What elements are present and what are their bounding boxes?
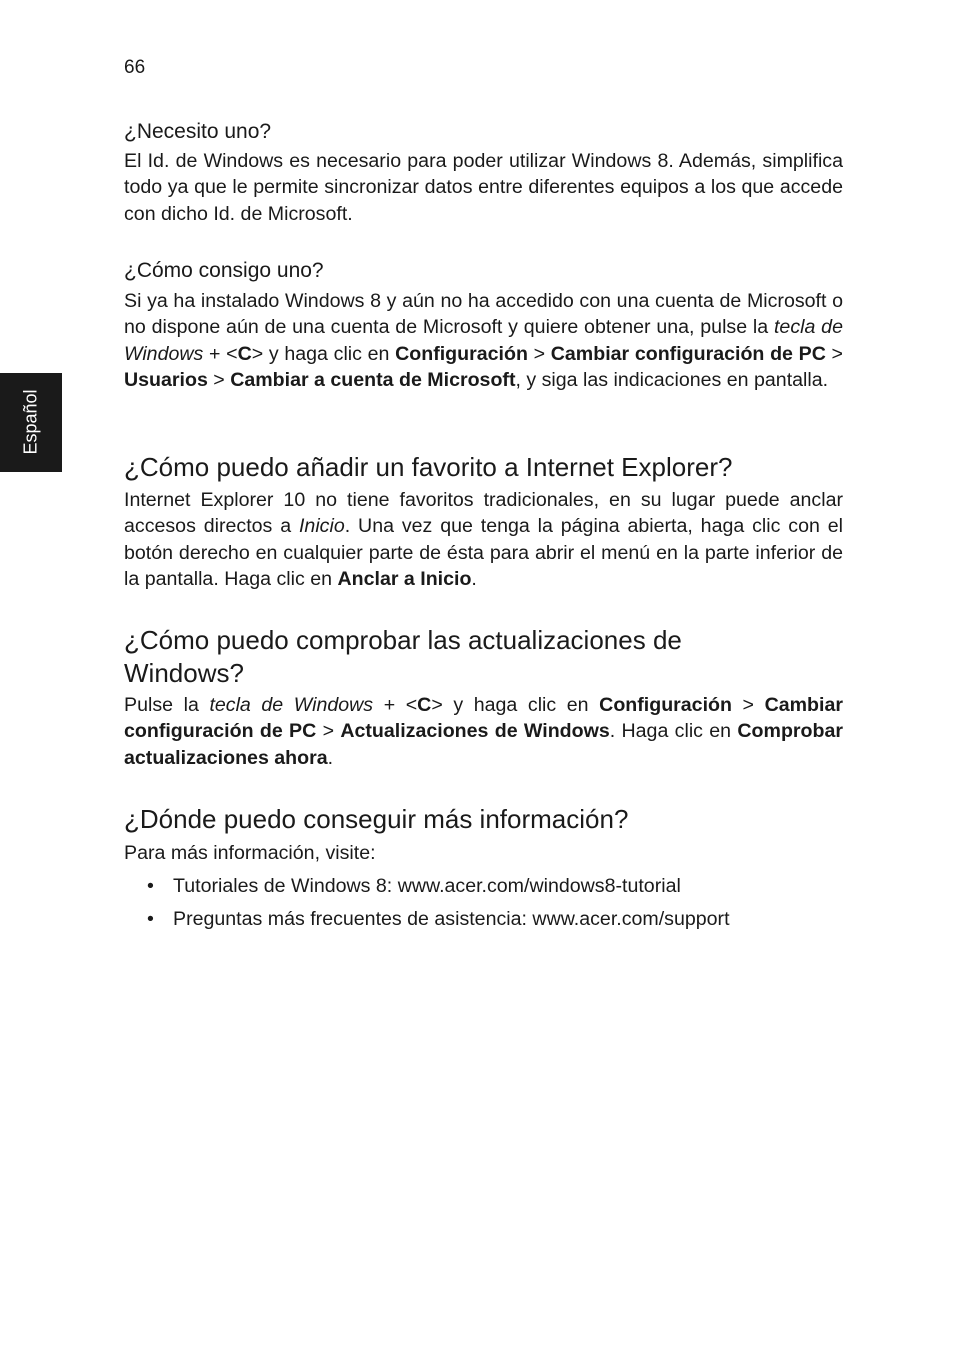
- text-run: > y haga clic en: [431, 694, 600, 716]
- paragraph-comprobar-actualizaciones: [124, 692, 843, 771]
- path-separator: >: [731, 694, 765, 716]
- menu-path-configuracion: Configuración: [599, 694, 732, 716]
- language-side-tab: [0, 373, 62, 472]
- path-separator: >: [527, 342, 551, 365]
- info-links-list: [124, 873, 843, 939]
- text-run: . Una vez que tenga la página abierta, haga clic con el botón derecho en cualquier parte de ésta para abrir el menú en la parte inferior de la pantalla. Haga clic en: [124, 515, 843, 591]
- page-number: 66: [124, 57, 146, 78]
- inicio-term: Inicio: [298, 515, 345, 538]
- paragraph-mas-informacion-intro: Para más información, visite:: [124, 842, 376, 864]
- text-run: Si ya ha instalado Windows 8 y aún no ha accedido con una cuenta de Microsoft o no dispone aún de una cuenta de Microsoft y quiere obtener una, pulse la: [124, 290, 843, 339]
- text-run: , y siga las indicaciones en pantalla.: [515, 369, 829, 392]
- comprobar-actualizaciones-term: Comprobar actualizaciones ahora: [124, 720, 844, 769]
- anclar-a-inicio-term: Anclar a Inicio: [337, 568, 472, 591]
- bullet: •: [147, 908, 154, 930]
- heading-como-consigo-uno: ¿Cómo consigo uno?: [124, 259, 324, 282]
- menu-path-actualizaciones-windows: Actualizaciones de Windows: [340, 720, 610, 743]
- windows-key-term: tecla de Windows: [124, 316, 843, 365]
- list-item-text: Tutoriales de Windows 8: www.acer.com/windows8-tutorial: [173, 875, 681, 897]
- heading-necesito-uno: ¿Necesito uno?: [124, 120, 272, 143]
- menu-path-cambiar-cuenta: Cambiar a cuenta de Microsoft: [230, 369, 516, 392]
- heading-line: ¿Cómo puedo comprobar las actualizaciones de: [124, 625, 682, 655]
- text-run: .: [471, 568, 477, 591]
- menu-path-cambiar-configuracion: Cambiar configuración de PC: [124, 694, 843, 743]
- c-key: C: [237, 342, 252, 365]
- c-key: C: [417, 694, 432, 716]
- language-tab-label: Español: [20, 389, 41, 455]
- text-run: .: [327, 746, 334, 769]
- heading-comprobar-actualizaciones: [124, 624, 682, 690]
- heading-favorito-internet-explorer: ¿Cómo puedo añadir un favorito a Internet Explorer?: [124, 452, 733, 482]
- menu-path-cambiar-configuracion: Cambiar configuración de PC: [550, 342, 826, 365]
- list-item-text: Preguntas más frecuentes de asistencia: www.acer.com/support: [173, 908, 730, 930]
- paragraph-necesito-uno: El Id. de Windows es necesario para poder utilizar Windows 8. Además, simplifica todo ya que le permite sincronizar datos entre diferentes equipos a los que accede con dicho Id. de Microsoft.: [124, 150, 843, 225]
- paragraph-favorito-internet-explorer: [124, 487, 843, 593]
- heading-mas-informacion: ¿Dónde puedo conseguir más información?: [124, 804, 629, 834]
- path-separator: >: [825, 342, 843, 365]
- text-run: > y haga clic en: [251, 342, 396, 365]
- text-run: + <: [373, 694, 418, 716]
- path-separator: >: [316, 720, 341, 743]
- list-item: [124, 873, 843, 906]
- list-item: [124, 906, 843, 939]
- paragraph-como-consigo-uno: [124, 288, 843, 394]
- windows-key-term: tecla de Windows: [209, 694, 374, 716]
- heading-line: Windows?: [124, 658, 244, 688]
- path-separator: >: [207, 369, 231, 392]
- menu-path-usuarios: Usuarios: [124, 369, 208, 392]
- text-run: Internet Explorer 10 no tiene favoritos tradicionales, en su lugar puede anclar accesos directos a: [124, 489, 843, 538]
- text-run: Pulse la: [124, 694, 210, 716]
- text-run: . Haga clic en: [609, 720, 738, 743]
- menu-path-configuracion: Configuración: [395, 342, 528, 365]
- bullet: •: [147, 875, 154, 897]
- text-run: + <: [203, 342, 238, 365]
